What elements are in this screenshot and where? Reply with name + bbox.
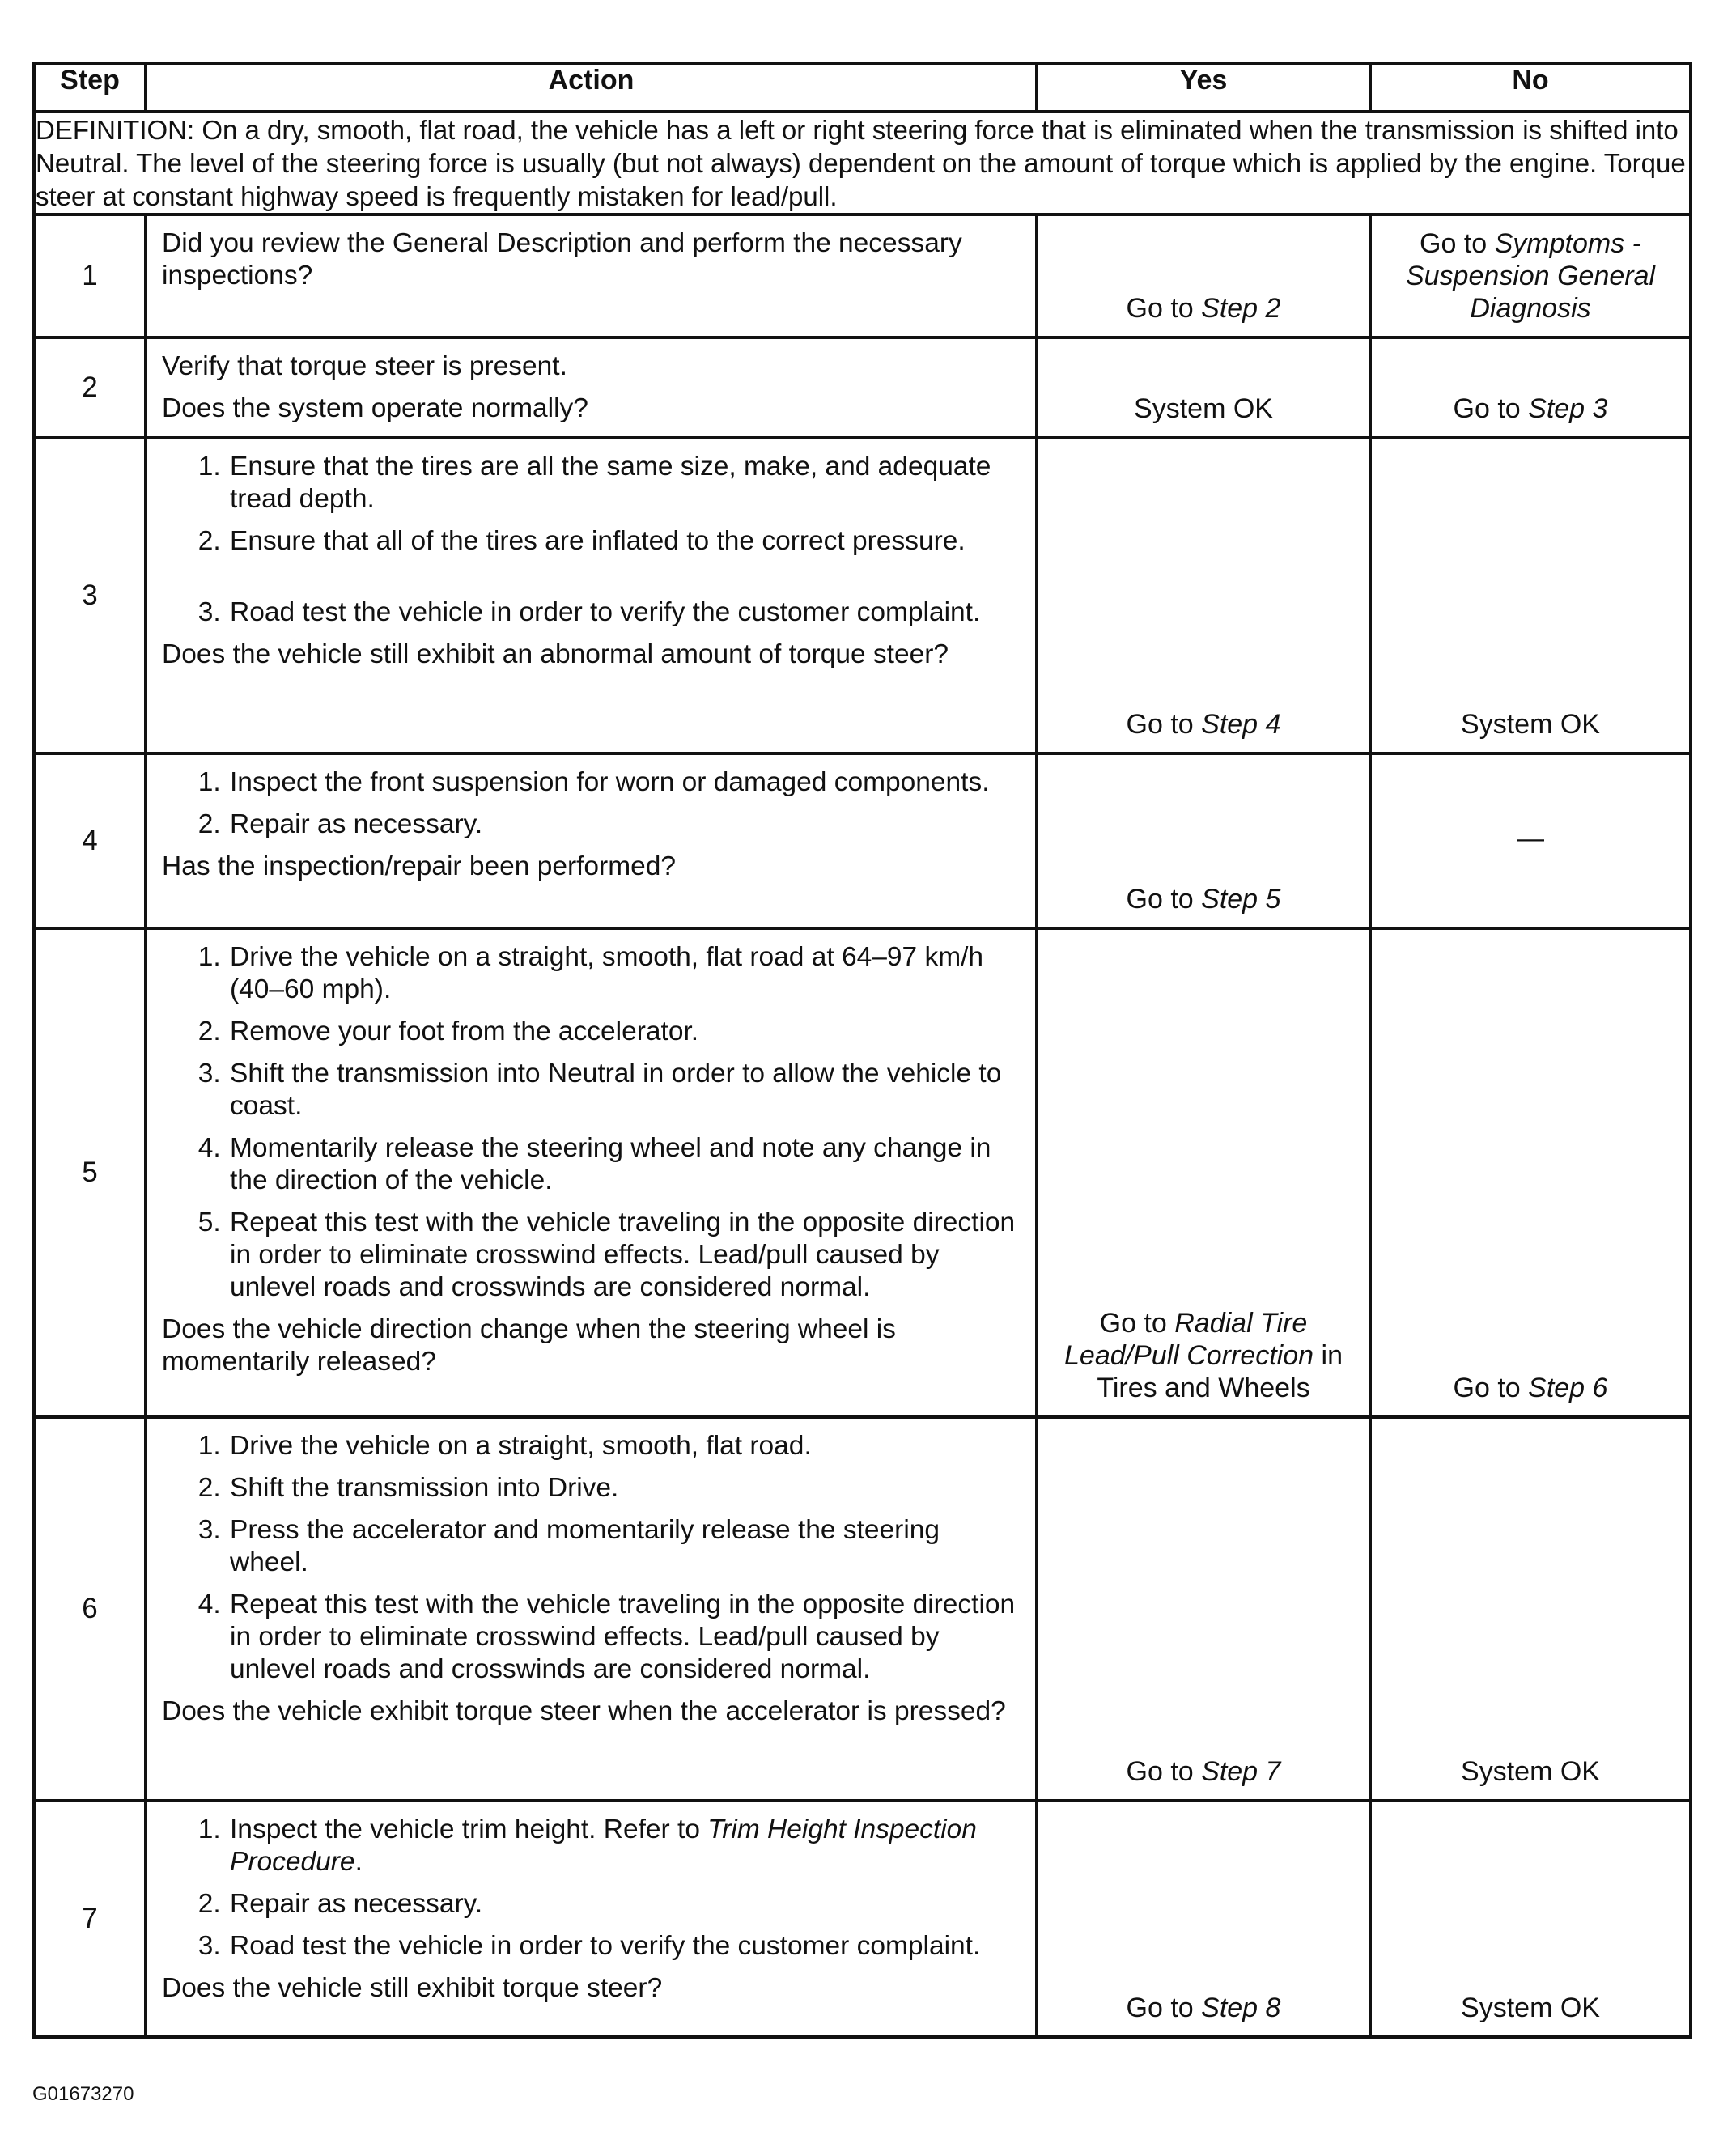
- yes-cell: [1037, 753, 1370, 928]
- no-ref: Symptoms - Suspension General Diagnosis: [1405, 228, 1656, 324]
- yes-ref: Step 8: [1201, 1993, 1281, 2023]
- no-prefix: Go to: [1453, 393, 1529, 424]
- no-cell: —: [1370, 753, 1691, 928]
- item-ref: Trim Height Inspection Procedure: [230, 1814, 977, 1877]
- no-ref: Step 3: [1528, 393, 1608, 424]
- step-row-4: [34, 753, 1691, 928]
- list-item: 1. Drive the vehicle on a straight, smooth, flat road.: [228, 1430, 1022, 1462]
- list-item: 1. Inspect the front suspension for worn or damaged components.: [228, 766, 1022, 799]
- action-list: [162, 451, 1022, 629]
- yes-prefix: Go to: [1126, 1756, 1202, 1787]
- header-no: No: [1370, 63, 1691, 112]
- list-item: 2. Shift the transmission into Drive.: [228, 1472, 1022, 1505]
- no-ref: Step 6: [1528, 1373, 1608, 1403]
- no-cell: [1370, 214, 1691, 337]
- step-number: 5: [34, 928, 146, 1417]
- action-question: Does the vehicle exhibit torque steer when the accelerator is pressed?: [162, 1696, 1006, 1726]
- yes-suffix: in Tires and Wheels: [1097, 1340, 1343, 1403]
- action-question: Did you review the General Description and perform the necessary inspections?: [162, 228, 962, 291]
- yes-prefix: Go to: [1126, 293, 1202, 324]
- action-cell: [146, 1801, 1037, 2037]
- item-prefix: Inspect the vehicle trim height. Refer to: [230, 1814, 708, 1844]
- step-row-1: [34, 214, 1691, 337]
- list-item: 1. Drive the vehicle on a straight, smooth, flat road at 64–97 km/h (40–60 mph).: [228, 941, 1022, 1006]
- step-row-7: [34, 1801, 1691, 2037]
- list-item: 3. Press the accelerator and momentarily release the steering wheel.: [228, 1514, 1022, 1579]
- list-item: 2. Ensure that all of the tires are inflated to the correct pressure.: [228, 525, 1022, 558]
- yes-ref: Step 5: [1201, 884, 1281, 915]
- yes-ref: Step 7: [1201, 1756, 1281, 1787]
- yes-ref: Step 2: [1201, 293, 1281, 324]
- step-row-6: [34, 1417, 1691, 1801]
- action-question: Has the inspection/repair been performed?: [162, 851, 677, 881]
- step-row-3: [34, 438, 1691, 753]
- list-item: 2. Repair as necessary.: [228, 1888, 1022, 1920]
- action-cell: [146, 1417, 1037, 1801]
- list-item: 2. Repair as necessary.: [228, 808, 1022, 841]
- yes-ref: Step 4: [1201, 709, 1281, 740]
- header-step: Step: [34, 63, 146, 112]
- action-question: Does the system operate normally?: [162, 393, 588, 423]
- step-row-2: [34, 337, 1691, 438]
- step-number: 2: [34, 337, 146, 438]
- yes-cell: System OK: [1037, 337, 1370, 438]
- action-list: [162, 766, 1022, 841]
- action-cell: [146, 753, 1037, 928]
- action-question: Does the vehicle still exhibit torque steer?: [162, 1973, 663, 2003]
- list-item: 3. Road test the vehicle in order to verify the customer complaint.: [228, 596, 1022, 629]
- step-number: 6: [34, 1417, 146, 1801]
- yes-prefix: Go to: [1126, 709, 1202, 740]
- list-item: 2. Remove your foot from the accelerator.: [228, 1016, 1022, 1048]
- no-cell: [1370, 928, 1691, 1417]
- list-item: 1. Ensure that the tires are all the same size, make, and adequate tread depth.: [228, 451, 1022, 516]
- yes-cell: [1037, 928, 1370, 1417]
- step-number: 1: [34, 214, 146, 337]
- diagnostic-table: [32, 62, 1692, 2039]
- item-suffix: .: [354, 1847, 363, 1877]
- list-item: 4. Repeat this test with the vehicle traveling in the opposite direction in order to eliminate crosswind effects. Lead/pull caused by unlevel roads and crosswinds are considered normal.: [228, 1589, 1022, 1686]
- yes-prefix: Go to: [1099, 1308, 1175, 1339]
- action-question: Does the vehicle direction change when the steering wheel is momentarily released?: [162, 1314, 896, 1377]
- yes-cell: [1037, 1417, 1370, 1801]
- list-item: 3. Road test the vehicle in order to verify the customer complaint.: [228, 1930, 1022, 1963]
- list-item: 5. Repeat this test with the vehicle traveling in the opposite direction in order to eliminate crosswind effects. Lead/pull caused by unlevel roads and crosswinds are considered normal.: [228, 1207, 1022, 1304]
- yes-prefix: Go to: [1126, 884, 1202, 915]
- definition-row: [34, 112, 1691, 214]
- action-cell: [146, 337, 1037, 438]
- list-item: [228, 1814, 1022, 1878]
- action-question: Does the vehicle still exhibit an abnormal amount of torque steer?: [162, 639, 949, 669]
- action-list: [162, 941, 1022, 1304]
- action-cell: [146, 928, 1037, 1417]
- step-number: 7: [34, 1801, 146, 2037]
- yes-cell: [1037, 438, 1370, 753]
- action-cell: [146, 214, 1037, 337]
- action-list: [162, 1814, 1022, 1963]
- action-cell: [146, 438, 1037, 753]
- step-number: 4: [34, 753, 146, 928]
- yes-ref: Radial Tire Lead/Pull Correction: [1064, 1308, 1314, 1371]
- no-cell: System OK: [1370, 1801, 1691, 2037]
- no-prefix: Go to: [1453, 1373, 1529, 1403]
- action-list: [162, 1430, 1022, 1686]
- no-cell: System OK: [1370, 1417, 1691, 1801]
- definition-text: DEFINITION: On a dry, smooth, flat road, the vehicle has a left or right steering force that is eliminated when the transmission is shifted into Neutral. The level of the steering force is usually (but not always) dependent on the amount of torque which is applied by the engine. Torque steer at constant highway speed is frequently mistaken for lead/pull.: [34, 112, 1691, 214]
- header-action: Action: [146, 63, 1037, 112]
- figure-id: G01673270: [32, 2083, 134, 2105]
- list-item: 3. Shift the transmission into Neutral in order to allow the vehicle to coast.: [228, 1058, 1022, 1123]
- step-row-5: [34, 928, 1691, 1417]
- step-number: 3: [34, 438, 146, 753]
- header-yes: Yes: [1037, 63, 1370, 112]
- action-intro: Verify that torque steer is present.: [162, 351, 567, 381]
- no-cell: System OK: [1370, 438, 1691, 753]
- yes-prefix: Go to: [1126, 1993, 1202, 2023]
- yes-cell: [1037, 214, 1370, 337]
- list-item: 4. Momentarily release the steering wheel and note any change in the direction of the vehicle.: [228, 1132, 1022, 1197]
- yes-cell: [1037, 1801, 1370, 2037]
- no-cell: [1370, 337, 1691, 438]
- header-row: [34, 63, 1691, 112]
- no-prefix: Go to: [1420, 228, 1495, 259]
